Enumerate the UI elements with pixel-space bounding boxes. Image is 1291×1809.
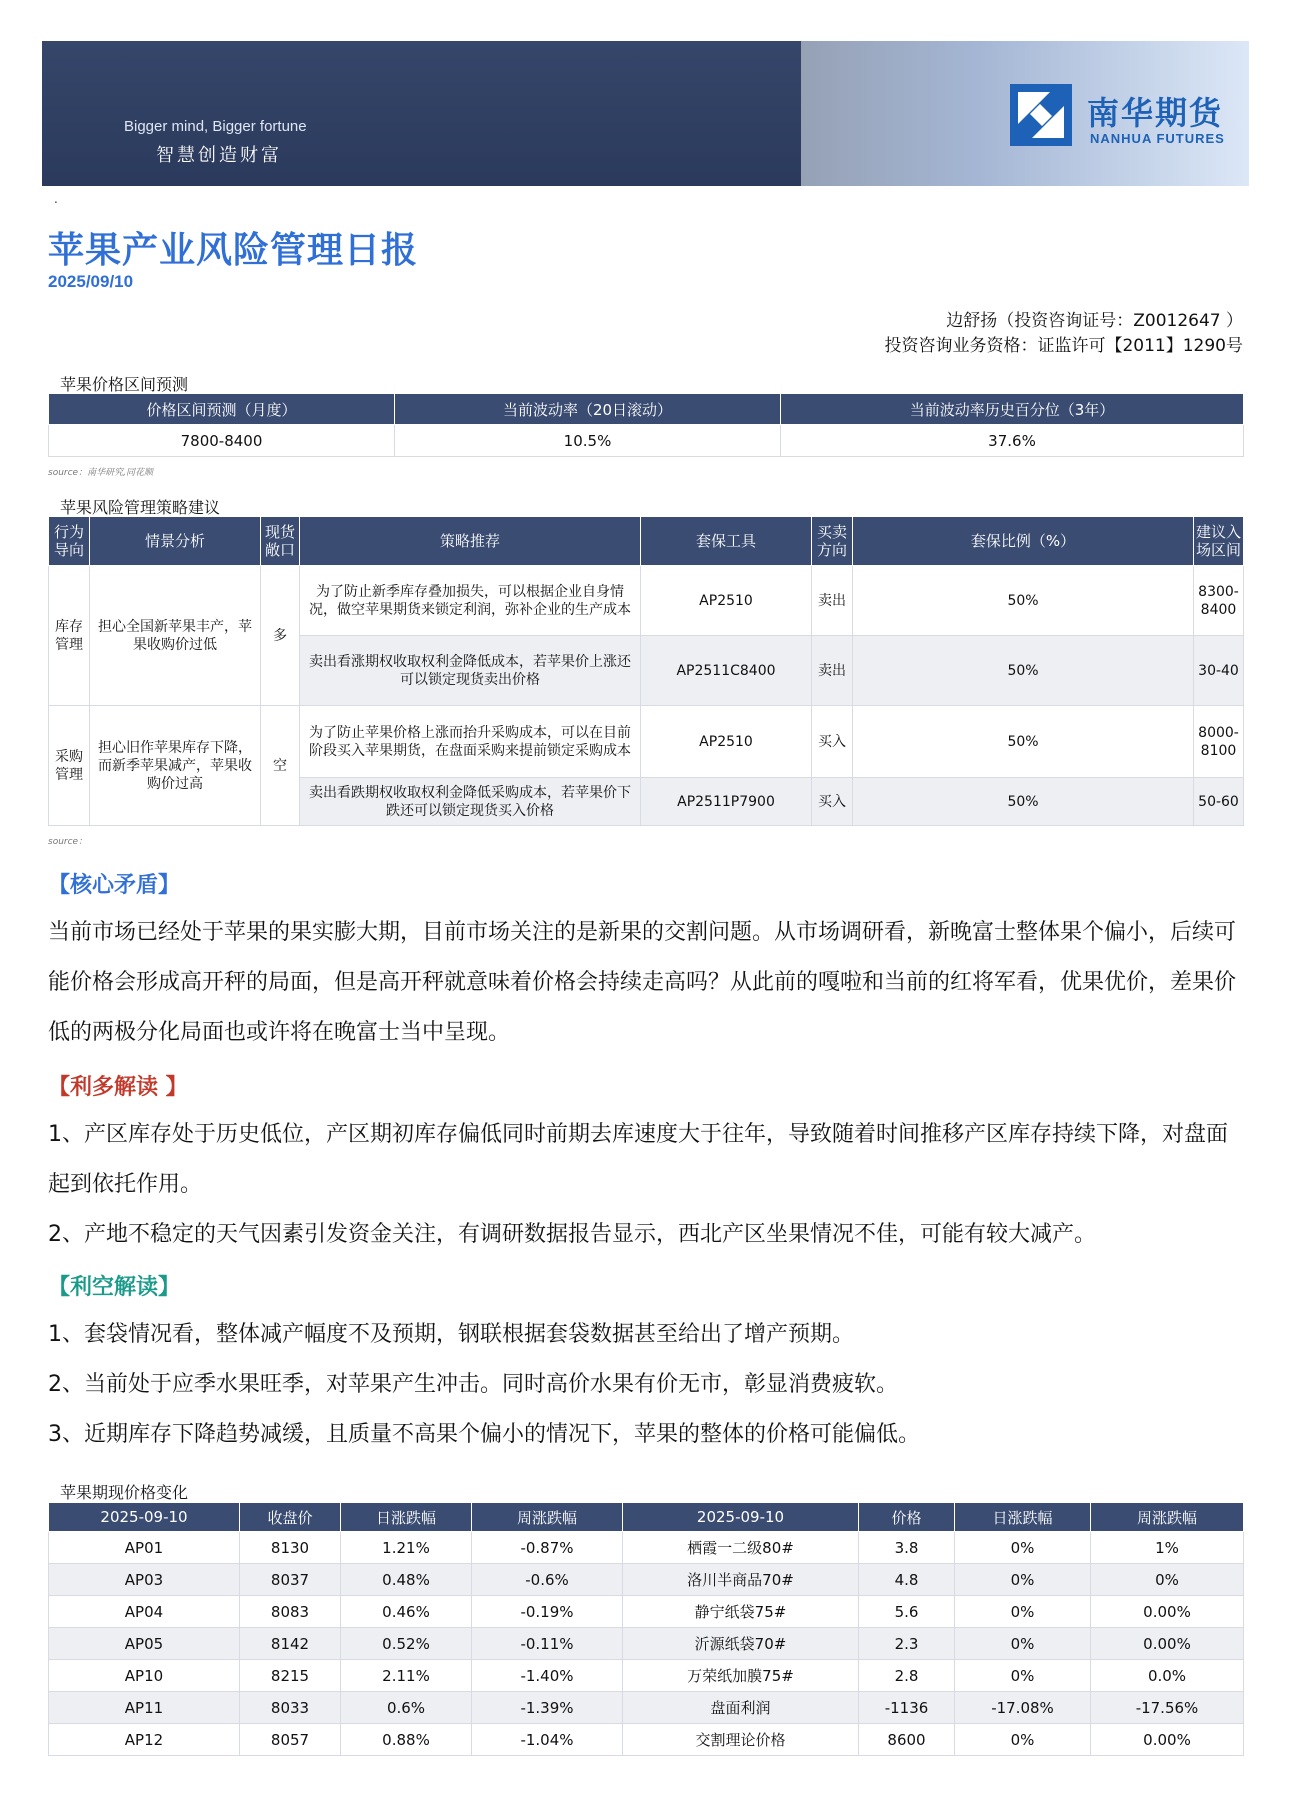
table-cell: -0.19% xyxy=(472,1596,623,1628)
table-cell: -1.39% xyxy=(472,1692,623,1724)
tool-cell: AP2511C8400 xyxy=(641,636,812,706)
table-cell: 2.11% xyxy=(341,1660,472,1692)
core-text: 当前市场已经处于苹果的果实膨大期，目前市场关注的是新果的交割问题。从市场调研看，新晚富士整体果个偏小，后续可能价格会形成高开秤的局面，但是高开秤就意味着价格会持续走高吗？从此前的嘎啦和当前的红将军看，优果优价，差果价低的两极分化局面也或许将在晚富士当中呈现。 xyxy=(48,920,1237,1045)
table-cell: 0% xyxy=(1091,1564,1244,1596)
table-cell: AP10 xyxy=(49,1660,240,1692)
table-cell: 万荣纸加膜75# xyxy=(623,1660,859,1692)
table-row xyxy=(49,1564,1244,1596)
header-cell: 套保工具 xyxy=(641,517,812,566)
table-cell: 0.00% xyxy=(1091,1596,1244,1628)
author-info xyxy=(884,309,1243,359)
tool-cell: AP2510 xyxy=(641,566,812,636)
table-cell: 8033 xyxy=(240,1692,341,1724)
table-cell: 0% xyxy=(955,1564,1091,1596)
table-row xyxy=(49,1532,1244,1564)
nanhua-logo-icon xyxy=(1010,84,1072,146)
bearish-item-2: 2、当前处于应季水果旺季，对苹果产生冲击。同时高价水果有价无市，彰显消费疲软。 xyxy=(48,1372,898,1397)
table-cell: 0% xyxy=(955,1532,1091,1564)
table-cell: 8142 xyxy=(240,1628,341,1660)
table-cell: -1.40% xyxy=(472,1660,623,1692)
header-cell: 价格区间预测（月度） xyxy=(49,394,395,425)
behavior-cell: 采购管理 xyxy=(49,706,90,826)
table-cell: 8037 xyxy=(240,1564,341,1596)
table-cell: -0.87% xyxy=(472,1532,623,1564)
header-cell: 周涨跌幅 xyxy=(472,1503,623,1532)
bullish-heading: 【利多解读 】 xyxy=(48,1075,188,1100)
header-cell: 周涨跌幅 xyxy=(1091,1503,1244,1532)
core-heading: 【核心矛盾】 xyxy=(48,873,181,898)
scenario-cell: 担心旧作苹果库存下降，而新季苹果减产，苹果收购价过高 xyxy=(90,706,261,826)
table-cell: 0% xyxy=(955,1724,1091,1756)
table-row xyxy=(49,1628,1244,1660)
table-cell: 37.6% xyxy=(781,425,1244,457)
bearish-heading: 【利空解读】 xyxy=(48,1275,181,1300)
header-cell: 策略推荐 xyxy=(300,517,641,566)
table-cell: 10.5% xyxy=(395,425,781,457)
direction-cell: 买入 xyxy=(812,778,853,826)
exposure-cell: 空 xyxy=(261,706,300,826)
header-cell: 建议入场区间 xyxy=(1194,517,1244,566)
range-cell: 30-40 xyxy=(1194,636,1244,706)
scenario-cell: 担心全国新苹果丰产，苹果收购价过低 xyxy=(90,566,261,706)
bullish-item-1: 1、产区库存处于历史低位，产区期初库存偏低同时前期去库速度大于往年，导致随着时间推移产区库存持续下降，对盘面起到依托作用。 xyxy=(48,1122,1229,1197)
table-cell: 0% xyxy=(955,1596,1091,1628)
table-cell: -17.08% xyxy=(955,1692,1091,1724)
license-line: 投资咨询业务资格：证监许可【2011】1290号 xyxy=(884,336,1243,356)
table-cell: -17.56% xyxy=(1091,1692,1244,1724)
table-cell: 0.00% xyxy=(1091,1724,1244,1756)
table-cell: -1.04% xyxy=(472,1724,623,1756)
table-cell: 交割理论价格 xyxy=(623,1724,859,1756)
header-cell: 情景分析 xyxy=(90,517,261,566)
table-cell: AP12 xyxy=(49,1724,240,1756)
strategy-table xyxy=(48,516,1244,826)
slogan-english: Bigger mind, Bigger fortune xyxy=(124,118,307,135)
header-cell: 行为导向 xyxy=(49,517,90,566)
table-cell: AP05 xyxy=(49,1628,240,1660)
table-cell: 8083 xyxy=(240,1596,341,1628)
direction-cell: 买入 xyxy=(812,706,853,778)
tool-cell: AP2510 xyxy=(641,706,812,778)
header-cell: 价格 xyxy=(859,1503,955,1532)
strategy-cell: 卖出看涨期权收取权利金降低成本，若苹果价上涨还可以锁定现货卖出价格 xyxy=(300,636,641,706)
header-cell: 2025-09-10 xyxy=(49,1503,240,1532)
bullish-item-2: 2、产地不稳定的天气因素引发资金关注，有调研数据报告显示，西北产区坐果情况不佳，可能有较大减产。 xyxy=(48,1222,1097,1247)
table-cell: AP11 xyxy=(49,1692,240,1724)
table-cell: 0% xyxy=(955,1660,1091,1692)
strategy-label: 苹果风险管理策略建议 xyxy=(60,498,221,517)
table-cell: 4.8 xyxy=(859,1564,955,1596)
table-cell: 静宁纸袋75# xyxy=(623,1596,859,1628)
header-cell: 买卖方向 xyxy=(812,517,853,566)
header-cell: 日涨跌幅 xyxy=(955,1503,1091,1532)
table-cell: 沂源纸袋70# xyxy=(623,1628,859,1660)
table-cell: AP04 xyxy=(49,1596,240,1628)
ratio-cell: 50% xyxy=(853,566,1194,636)
direction-cell: 卖出 xyxy=(812,636,853,706)
range-cell: 8000-8100 xyxy=(1194,706,1244,778)
table-cell: 0.6% xyxy=(341,1692,472,1724)
bearish-item-3: 3、近期库存下降趋势减缓，且质量不高果个偏小的情况下，苹果的整体的价格可能偏低。 xyxy=(48,1422,921,1447)
price-change-table xyxy=(48,1502,1244,1756)
table-cell: -1136 xyxy=(859,1692,955,1724)
table-cell: 0.48% xyxy=(341,1564,472,1596)
header-cell: 当前波动率历史百分位（3年） xyxy=(781,394,1244,425)
price-table-label: 苹果期现价格变化 xyxy=(60,1483,189,1502)
strategy-cell: 卖出看跌期权收取权利金降低采购成本，若苹果价下跌还可以锁定现货买入价格 xyxy=(300,778,641,826)
logo-text-cn: 南华期货 xyxy=(1087,94,1224,132)
header-cell: 日涨跌幅 xyxy=(341,1503,472,1532)
table-cell: 0.0% xyxy=(1091,1660,1244,1692)
strategy-cell: 为了防止新季库存叠加损失，可以根据企业自身情况，做空苹果期货来锁定利润，弥补企业的生产成本 xyxy=(300,566,641,636)
table-cell: 0.52% xyxy=(341,1628,472,1660)
source-note: source： xyxy=(48,837,88,847)
table-row xyxy=(49,1660,1244,1692)
table-cell: 1.21% xyxy=(341,1532,472,1564)
table-cell: 0.00% xyxy=(1091,1628,1244,1660)
exposure-cell: 多 xyxy=(261,566,300,706)
header-cell: 收盘价 xyxy=(240,1503,341,1532)
table-cell: 洛川半商品70# xyxy=(623,1564,859,1596)
header-cell: 2025-09-10 xyxy=(623,1503,859,1532)
table-cell: 3.8 xyxy=(859,1532,955,1564)
header-cell: 套保比例（%） xyxy=(853,517,1194,566)
table-cell: -0.6% xyxy=(472,1564,623,1596)
table-cell: 8057 xyxy=(240,1724,341,1756)
table-cell: AP03 xyxy=(49,1564,240,1596)
range-cell: 8300-8400 xyxy=(1194,566,1244,636)
ratio-cell: 50% xyxy=(853,636,1194,706)
table-cell: 5.6 xyxy=(859,1596,955,1628)
table-cell: 8600 xyxy=(859,1724,955,1756)
table-row xyxy=(49,1724,1244,1756)
table-cell: 2.3 xyxy=(859,1628,955,1660)
range-forecast-table xyxy=(48,393,1244,457)
table-cell: 0.46% xyxy=(341,1596,472,1628)
logo-text-en: NANHUA FUTURES xyxy=(1090,131,1225,146)
table-cell: 8130 xyxy=(240,1532,341,1564)
table-cell: 1% xyxy=(1091,1532,1244,1564)
dot-mark: . xyxy=(54,192,58,206)
tool-cell: AP2511P7900 xyxy=(641,778,812,826)
header-cell: 当前波动率（20日滚动） xyxy=(395,394,781,425)
strategy-cell: 为了防止苹果价格上涨而抬升采购成本，可以在目前阶段买入苹果期货，在盘面采购来提前锁定采购成本 xyxy=(300,706,641,778)
table-cell: 8215 xyxy=(240,1660,341,1692)
table-cell: AP01 xyxy=(49,1532,240,1564)
table-cell: 0.88% xyxy=(341,1724,472,1756)
table-cell: 栖霞一二级80# xyxy=(623,1532,859,1564)
author-line: 边舒扬（投资咨询证号：Z0012647 ） xyxy=(946,311,1243,331)
table-cell: 盘面利润 xyxy=(623,1692,859,1724)
source-note: source：南华研究,同花顺 xyxy=(48,468,153,478)
table-cell: 2.8 xyxy=(859,1660,955,1692)
ratio-cell: 50% xyxy=(853,706,1194,778)
table-cell: 0% xyxy=(955,1628,1091,1660)
table-cell: -0.11% xyxy=(472,1628,623,1660)
table-cell: 7800-8400 xyxy=(49,425,395,457)
slogan-chinese: 智慧创造财富 xyxy=(156,145,282,166)
range-cell: 50-60 xyxy=(1194,778,1244,826)
direction-cell: 卖出 xyxy=(812,566,853,636)
ratio-cell: 50% xyxy=(853,778,1194,826)
behavior-cell: 库存管理 xyxy=(49,566,90,706)
table-row xyxy=(49,1596,1244,1628)
report-title: 苹果产业风险管理日报 xyxy=(48,230,419,271)
range-forecast-label: 苹果价格区间预测 xyxy=(60,375,189,394)
table-row xyxy=(49,1692,1244,1724)
report-date: 2025/09/10 xyxy=(48,272,134,291)
header-cell: 现货敞口 xyxy=(261,517,300,566)
bearish-item-1: 1、套袋情况看，整体减产幅度不及预期，钢联根据套袋数据甚至给出了增产预期。 xyxy=(48,1322,854,1347)
